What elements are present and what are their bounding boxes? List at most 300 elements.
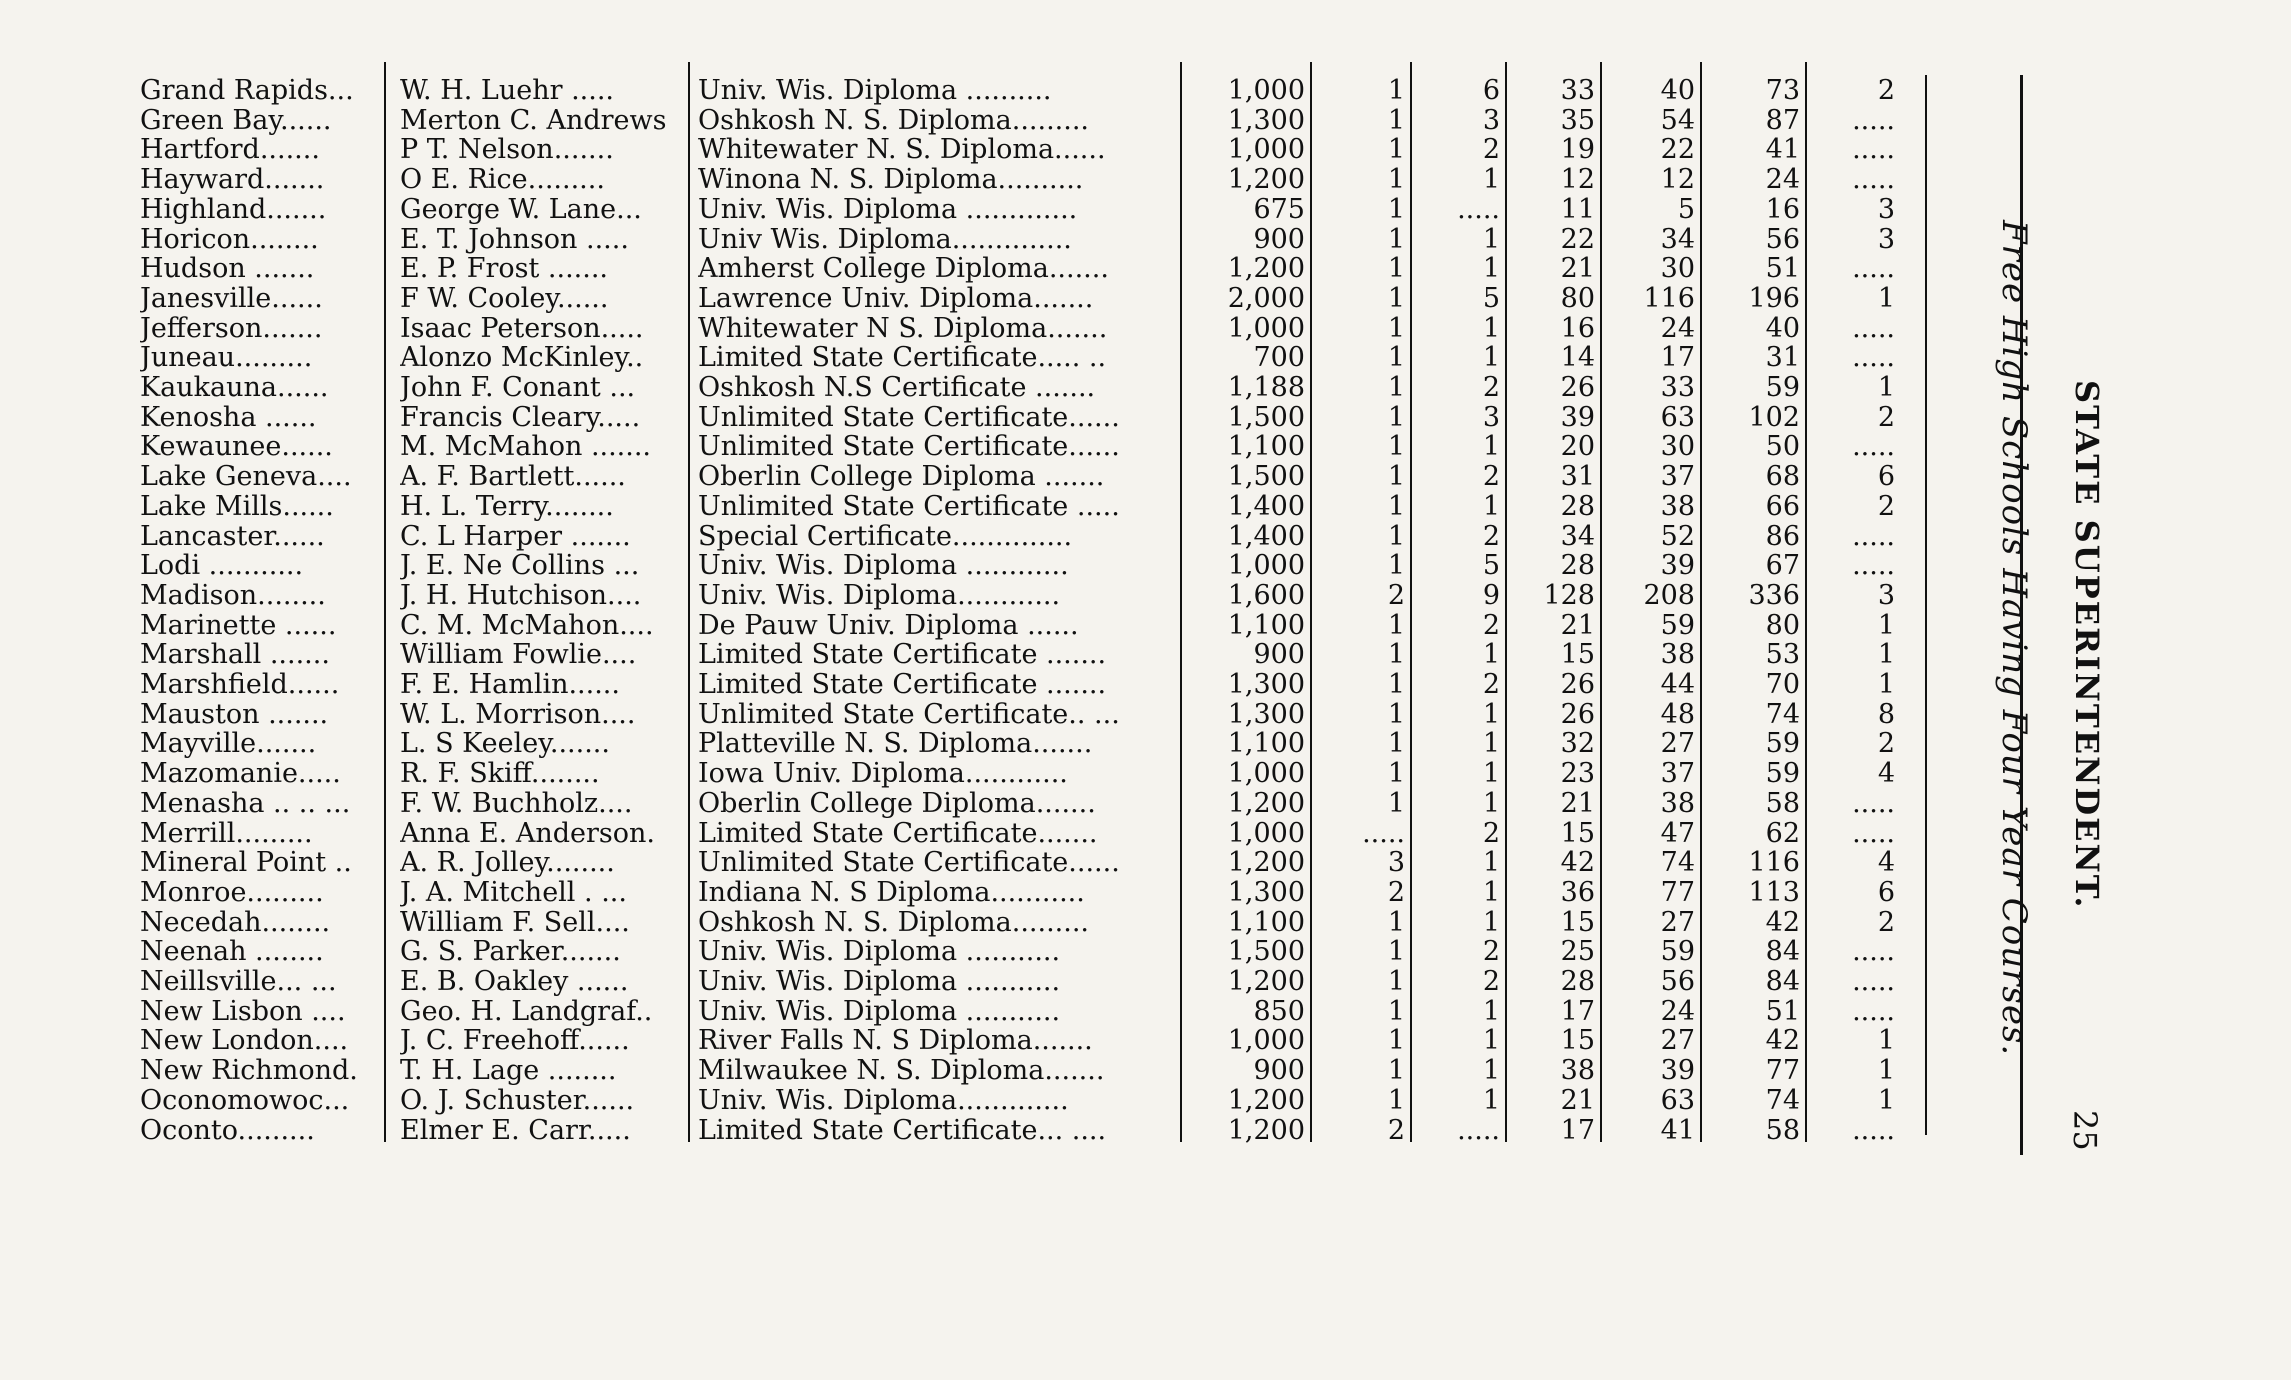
column-rule-c5: [1805, 62, 1807, 1142]
town-cell: Lancaster......: [140, 521, 325, 551]
principal-cell: M. McMahon .......: [400, 432, 652, 462]
count-col-1-cell: 2: [1387, 1115, 1405, 1145]
salary-cell: 1,188: [1227, 373, 1305, 402]
count-col-1-cell: 1: [1387, 937, 1405, 967]
principal-cell: J. C. Freehoff......: [400, 1026, 630, 1056]
table-row: [0, 165, 1900, 194]
count-col-5-cell: 42: [1765, 1026, 1800, 1056]
count-col-5-cell: 86: [1765, 521, 1800, 551]
count-col-5-cell: 102: [1748, 402, 1800, 432]
count-col-4-cell: 44: [1660, 670, 1695, 699]
count-col-5-cell: 31: [1765, 343, 1800, 373]
count-col-5-cell: 56: [1765, 224, 1800, 254]
salary-cell: 1,500: [1227, 402, 1305, 432]
count-col-1-cell: 1: [1387, 283, 1405, 313]
qualification-cell: Milwaukee N. S. Diploma.......: [698, 1056, 1105, 1086]
count-col-4-cell: 48: [1660, 699, 1695, 729]
count-col-1-cell: 1: [1387, 759, 1405, 789]
count-col-5-cell: 53: [1765, 640, 1800, 670]
principal-cell: J. H. Hutchison....: [400, 580, 642, 610]
salary-cell: 1,300: [1227, 877, 1305, 907]
table-row: [0, 403, 1900, 432]
count-col-3-cell: 25: [1560, 937, 1595, 967]
count-col-4-cell: 37: [1660, 759, 1695, 789]
count-col-3-cell: 26: [1560, 373, 1595, 402]
qualification-cell: Iowa Univ. Diploma............: [698, 759, 1068, 789]
salary-cell: 1,000: [1227, 551, 1305, 581]
qualification-cell: Univ. Wis. Diploma ...........: [698, 967, 1061, 996]
count-col-4-cell: 59: [1660, 937, 1695, 967]
count-col-4-cell: 24: [1660, 313, 1695, 343]
count-col-4-cell: 27: [1660, 1026, 1695, 1056]
count-col-6-cell: .....: [1852, 254, 1895, 284]
count-col-2-cell: 1: [1482, 759, 1500, 789]
qualification-cell: Amherst College Diploma.......: [698, 254, 1109, 284]
salary-cell: 1,000: [1227, 135, 1305, 165]
salary-cell: 1,200: [1227, 254, 1305, 284]
count-col-6-cell: 4: [1877, 759, 1895, 789]
count-col-5-cell: 24: [1765, 165, 1800, 195]
salary-cell: 1,100: [1227, 729, 1305, 759]
count-col-5-cell: 87: [1765, 105, 1800, 135]
count-col-1-cell: 1: [1387, 699, 1405, 729]
count-col-3-cell: 28: [1560, 967, 1595, 996]
table-row: [0, 492, 1900, 521]
count-col-1-cell: 1: [1387, 105, 1405, 135]
salary-cell: 2,000: [1227, 283, 1305, 313]
principal-cell: R. F. Skiff........: [400, 759, 600, 789]
salary-cell: 1,500: [1227, 462, 1305, 492]
count-col-2-cell: 9: [1482, 580, 1500, 610]
count-col-6-cell: 1: [1877, 1056, 1895, 1086]
count-col-4-cell: 63: [1660, 402, 1695, 432]
count-col-2-cell: 3: [1482, 402, 1500, 432]
count-col-1-cell: 1: [1387, 343, 1405, 373]
town-cell: Lodi ...........: [140, 551, 304, 581]
count-col-1-cell: 1: [1387, 1026, 1405, 1056]
column-rule-c1: [1410, 62, 1412, 1142]
salary-cell: 1,000: [1227, 313, 1305, 343]
count-col-1-cell: 1: [1387, 521, 1405, 551]
count-col-4-cell: 39: [1660, 1056, 1695, 1086]
count-col-1-cell: 1: [1387, 1085, 1405, 1115]
count-col-1-cell: 1: [1387, 996, 1405, 1026]
salary-cell: 1,000: [1227, 818, 1305, 848]
town-cell: Neillsville... ...: [140, 967, 337, 996]
principal-cell: George W. Lane...: [400, 194, 642, 224]
qualification-cell: Platteville N. S. Diploma.......: [698, 729, 1093, 759]
count-col-5-cell: 59: [1765, 729, 1800, 759]
table-row: [0, 1026, 1900, 1055]
table-row: [0, 551, 1900, 580]
principal-cell: E. P. Frost .......: [400, 254, 608, 284]
count-col-2-cell: 2: [1482, 135, 1500, 165]
qualification-cell: Unlimited State Certificate......: [698, 402, 1120, 432]
salary-cell: 1,000: [1227, 1026, 1305, 1056]
salary-cell: 1,100: [1227, 907, 1305, 937]
table-row: [0, 759, 1900, 788]
count-col-5-cell: 77: [1765, 1056, 1800, 1086]
principal-cell: W. H. Luehr .....: [400, 76, 614, 105]
salary-cell: 1,200: [1227, 848, 1305, 878]
qualification-cell: Unlimited State Certificate......: [698, 432, 1120, 462]
count-col-2-cell: 2: [1482, 521, 1500, 551]
principal-cell: E. B. Oakley ......: [400, 967, 629, 996]
count-col-2-cell: 1: [1482, 640, 1500, 670]
qualification-cell: Whitewater N. S. Diploma......: [698, 135, 1106, 165]
town-cell: Kenosha ......: [140, 402, 317, 432]
count-col-6-cell: 1: [1877, 1026, 1895, 1056]
principal-cell: Francis Cleary.....: [400, 402, 641, 432]
count-col-1-cell: 1: [1387, 462, 1405, 492]
qualification-cell: Univ. Wis. Diploma ...........: [698, 937, 1061, 967]
column-rule-c2: [1505, 62, 1507, 1142]
count-col-6-cell: 1: [1877, 283, 1895, 313]
town-cell: Hartford.......: [140, 135, 320, 165]
count-col-3-cell: 35: [1560, 105, 1595, 135]
count-col-2-cell: 1: [1482, 165, 1500, 195]
principal-cell: William F. Sell....: [400, 907, 630, 937]
count-col-1-cell: 1: [1387, 135, 1405, 165]
count-col-6-cell: .....: [1852, 165, 1895, 195]
count-col-1-cell: 1: [1387, 491, 1405, 521]
salary-cell: 1,300: [1227, 105, 1305, 135]
count-col-6-cell: .....: [1852, 818, 1895, 848]
count-col-4-cell: 37: [1660, 462, 1695, 492]
count-col-5-cell: 73: [1765, 76, 1800, 105]
count-col-3-cell: 21: [1560, 788, 1595, 818]
qualification-cell: Limited State Certificate.......: [698, 818, 1098, 848]
count-col-5-cell: 80: [1765, 610, 1800, 640]
table-row: [0, 729, 1900, 758]
principal-cell: F. E. Hamlin......: [400, 670, 620, 699]
count-col-4-cell: 116: [1643, 283, 1695, 313]
count-col-4-cell: 52: [1660, 521, 1695, 551]
table-row: [0, 640, 1900, 669]
salary-cell: 1,400: [1227, 521, 1305, 551]
town-cell: Mazomanie.....: [140, 759, 341, 789]
count-col-1-cell: 1: [1387, 729, 1405, 759]
count-col-3-cell: 21: [1560, 1085, 1595, 1115]
count-col-3-cell: 17: [1560, 996, 1595, 1026]
table-row: [0, 195, 1900, 224]
qualification-cell: Limited State Certificate..... ..: [698, 343, 1107, 373]
count-col-2-cell: 1: [1482, 432, 1500, 462]
count-col-1-cell: 1: [1387, 907, 1405, 937]
table-row: [0, 254, 1900, 283]
count-col-4-cell: 208: [1643, 580, 1695, 610]
count-col-5-cell: 67: [1765, 551, 1800, 581]
count-col-3-cell: 36: [1560, 877, 1595, 907]
principal-cell: William Fowlie....: [400, 640, 637, 670]
count-col-1-cell: 1: [1387, 373, 1405, 402]
count-col-4-cell: 12: [1660, 165, 1695, 195]
qualification-cell: Limited State Certificate .......: [698, 640, 1107, 670]
count-col-3-cell: 38: [1560, 1056, 1595, 1086]
count-col-2-cell: 1: [1482, 1085, 1500, 1115]
count-col-5-cell: 40: [1765, 313, 1800, 343]
count-col-4-cell: 54: [1660, 105, 1695, 135]
principal-cell: A. R. Jolley........: [400, 848, 615, 878]
salary-cell: 900: [1253, 1056, 1305, 1086]
table-row: [0, 76, 1900, 105]
count-col-5-cell: 70: [1765, 670, 1800, 699]
town-cell: Grand Rapids...: [140, 76, 354, 105]
count-col-1-cell: 1: [1387, 165, 1405, 195]
principal-cell: Isaac Peterson.....: [400, 313, 644, 343]
count-col-6-cell: .....: [1852, 105, 1895, 135]
count-col-3-cell: 22: [1560, 224, 1595, 254]
principal-cell: P T. Nelson.......: [400, 135, 614, 165]
town-cell: Kewaunee......: [140, 432, 333, 462]
town-cell: Oconto.........: [140, 1115, 315, 1145]
count-col-1-cell: .....: [1362, 818, 1405, 848]
count-col-5-cell: 336: [1748, 580, 1800, 610]
count-col-2-cell: 2: [1482, 610, 1500, 640]
principal-cell: W. L. Morrison....: [400, 699, 636, 729]
count-col-2-cell: 1: [1482, 907, 1500, 937]
count-col-1-cell: 1: [1387, 313, 1405, 343]
count-col-3-cell: 42: [1560, 848, 1595, 878]
town-cell: Lake Geneva....: [140, 462, 352, 492]
count-col-3-cell: 15: [1560, 1026, 1595, 1056]
count-col-6-cell: .....: [1852, 996, 1895, 1026]
qualification-cell: Special Certificate..............: [698, 521, 1073, 551]
count-col-2-cell: 1: [1482, 848, 1500, 878]
table-row: [0, 1056, 1900, 1085]
principal-cell: E. T. Johnson .....: [400, 224, 629, 254]
principal-cell: A. F. Bartlett......: [400, 462, 626, 492]
count-col-3-cell: 33: [1560, 76, 1595, 105]
principal-cell: F W. Cooley......: [400, 283, 609, 313]
salary-cell: 900: [1253, 640, 1305, 670]
town-cell: Merrill.........: [140, 818, 313, 848]
qualification-cell: Univ Wis. Diploma..............: [698, 224, 1072, 254]
table-row: [0, 462, 1900, 491]
table-row: [0, 878, 1900, 907]
count-col-6-cell: 1: [1877, 670, 1895, 699]
count-col-5-cell: 74: [1765, 1085, 1800, 1115]
count-col-5-cell: 74: [1765, 699, 1800, 729]
count-col-5-cell: 58: [1765, 1115, 1800, 1145]
count-col-1-cell: 1: [1387, 194, 1405, 224]
salary-cell: 700: [1253, 343, 1305, 373]
count-col-6-cell: 1: [1877, 610, 1895, 640]
principal-cell: Anna E. Anderson.: [400, 818, 655, 848]
count-col-4-cell: 77: [1660, 877, 1695, 907]
salary-cell: 1,200: [1227, 1085, 1305, 1115]
count-col-3-cell: 28: [1560, 551, 1595, 581]
count-col-6-cell: 1: [1877, 640, 1895, 670]
salary-cell: 1,200: [1227, 165, 1305, 195]
table-row: [0, 343, 1900, 372]
principal-cell: J. E. Ne Collins ...: [400, 551, 640, 581]
count-col-2-cell: 5: [1482, 551, 1500, 581]
count-col-2-cell: 1: [1482, 1026, 1500, 1056]
principal-cell: H. L. Terry........: [400, 491, 614, 521]
count-col-2-cell: 1: [1482, 491, 1500, 521]
count-col-4-cell: 38: [1660, 788, 1695, 818]
count-col-5-cell: 84: [1765, 937, 1800, 967]
principal-cell: L. S Keeley.......: [400, 729, 610, 759]
count-col-5-cell: 16: [1765, 194, 1800, 224]
count-col-3-cell: 31: [1560, 462, 1595, 492]
principal-cell: J. A. Mitchell . ...: [400, 877, 627, 907]
town-cell: Highland.......: [140, 194, 327, 224]
town-cell: Marshall .......: [140, 640, 330, 670]
table-row: [0, 373, 1900, 402]
column-rule-c3: [1600, 62, 1602, 1142]
count-col-5-cell: 51: [1765, 254, 1800, 284]
count-col-2-cell: 2: [1482, 670, 1500, 699]
count-col-5-cell: 196: [1748, 283, 1800, 313]
qualification-cell: Limited State Certificate... ....: [698, 1115, 1107, 1145]
count-col-1-cell: 1: [1387, 610, 1405, 640]
count-col-6-cell: .....: [1852, 135, 1895, 165]
column-rule-c4: [1700, 62, 1702, 1142]
count-col-4-cell: 17: [1660, 343, 1695, 373]
count-col-6-cell: 2: [1877, 729, 1895, 759]
qualification-cell: Indiana N. S Diploma...........: [698, 877, 1085, 907]
salary-cell: 1,500: [1227, 937, 1305, 967]
town-cell: Hayward.......: [140, 165, 325, 195]
count-col-3-cell: 34: [1560, 521, 1595, 551]
qualification-cell: River Falls N. S Diploma.......: [698, 1026, 1093, 1056]
count-col-1-cell: 1: [1387, 640, 1405, 670]
table-row: [0, 819, 1900, 848]
count-col-2-cell: 2: [1482, 373, 1500, 402]
count-col-6-cell: 6: [1877, 462, 1895, 492]
count-col-3-cell: 32: [1560, 729, 1595, 759]
town-cell: Juneau.........: [140, 343, 313, 373]
qualification-cell: Whitewater N S. Diploma.......: [698, 313, 1108, 343]
count-col-3-cell: 23: [1560, 759, 1595, 789]
count-col-5-cell: 59: [1765, 373, 1800, 402]
count-col-3-cell: 26: [1560, 670, 1595, 699]
count-col-2-cell: 2: [1482, 937, 1500, 967]
count-col-6-cell: .....: [1852, 937, 1895, 967]
count-col-2-cell: .....: [1457, 1115, 1500, 1145]
salary-cell: 850: [1253, 996, 1305, 1026]
qualification-cell: Lawrence Univ. Diploma.......: [698, 283, 1094, 313]
table-row: [0, 135, 1900, 164]
qualification-cell: Univ. Wis. Diploma ............: [698, 551, 1069, 581]
table-row: [0, 1086, 1900, 1115]
town-cell: Horicon........: [140, 224, 319, 254]
town-cell: Green Bay......: [140, 105, 332, 135]
count-col-6-cell: 2: [1877, 491, 1895, 521]
count-col-6-cell: 3: [1877, 194, 1895, 224]
town-cell: Marinette ......: [140, 610, 337, 640]
salary-cell: 1,300: [1227, 699, 1305, 729]
qualification-cell: Oshkosh N. S. Diploma.........: [698, 907, 1089, 937]
salary-cell: 1,100: [1227, 610, 1305, 640]
town-cell: Jefferson.......: [140, 313, 323, 343]
count-col-6-cell: 4: [1877, 848, 1895, 878]
count-col-3-cell: 21: [1560, 254, 1595, 284]
count-col-4-cell: 5: [1677, 194, 1695, 224]
count-col-2-cell: 1: [1482, 699, 1500, 729]
table-row: [0, 908, 1900, 937]
salary-cell: 1,300: [1227, 670, 1305, 699]
table-row: [0, 611, 1900, 640]
count-col-5-cell: 50: [1765, 432, 1800, 462]
table-row: [0, 789, 1900, 818]
count-col-6-cell: .....: [1852, 788, 1895, 818]
table-row: [0, 314, 1900, 343]
table-row: [0, 284, 1900, 313]
column-rule-principal: [688, 62, 690, 1142]
count-col-2-cell: 1: [1482, 313, 1500, 343]
principal-cell: F. W. Buchholz....: [400, 788, 633, 818]
town-cell: Marshfield......: [140, 670, 340, 699]
count-col-3-cell: 15: [1560, 818, 1595, 848]
qualification-cell: Limited State Certificate .......: [698, 670, 1107, 699]
town-cell: Mauston .......: [140, 699, 329, 729]
salary-cell: 1,100: [1227, 432, 1305, 462]
table-row: [0, 937, 1900, 966]
count-col-2-cell: 6: [1482, 76, 1500, 105]
salary-cell: 1,000: [1227, 76, 1305, 105]
count-col-5-cell: 66: [1765, 491, 1800, 521]
count-col-4-cell: 38: [1660, 491, 1695, 521]
count-col-6-cell: 3: [1877, 224, 1895, 254]
principal-cell: T. H. Lage ........: [400, 1056, 617, 1086]
qualification-cell: Oberlin College Diploma.......: [698, 788, 1096, 818]
count-col-1-cell: 1: [1387, 967, 1405, 996]
town-cell: Janesville......: [140, 283, 323, 313]
town-cell: Hudson .......: [140, 254, 315, 284]
count-col-1-cell: 1: [1387, 670, 1405, 699]
count-col-5-cell: 68: [1765, 462, 1800, 492]
salary-cell: 1,200: [1227, 967, 1305, 996]
count-col-2-cell: 1: [1482, 343, 1500, 373]
count-col-4-cell: 40: [1660, 76, 1695, 105]
qualification-cell: Unlimited State Certificate......: [698, 848, 1120, 878]
table-row: [0, 1116, 1900, 1145]
salary-cell: 1,000: [1227, 759, 1305, 789]
count-col-4-cell: 33: [1660, 373, 1695, 402]
principal-cell: G. S. Parker.......: [400, 937, 621, 967]
principal-cell: Merton C. Andrews: [400, 105, 667, 135]
count-col-6-cell: .....: [1852, 432, 1895, 462]
salary-cell: 675: [1253, 194, 1305, 224]
salary-cell: 1,200: [1227, 788, 1305, 818]
table-row: [0, 225, 1900, 254]
count-col-1-cell: 3: [1387, 848, 1405, 878]
count-col-2-cell: 1: [1482, 224, 1500, 254]
count-col-2-cell: 5: [1482, 283, 1500, 313]
count-col-4-cell: 34: [1660, 224, 1695, 254]
count-col-4-cell: 74: [1660, 848, 1695, 878]
count-col-2-cell: 2: [1482, 818, 1500, 848]
count-col-6-cell: 2: [1877, 402, 1895, 432]
count-col-3-cell: 11: [1560, 194, 1595, 224]
count-col-4-cell: 47: [1660, 818, 1695, 848]
count-col-6-cell: 3: [1877, 580, 1895, 610]
table-row: [0, 522, 1900, 551]
town-cell: Menasha .. .. ...: [140, 788, 351, 818]
count-col-5-cell: 42: [1765, 907, 1800, 937]
qualification-cell: Oberlin College Diploma .......: [698, 462, 1105, 492]
town-cell: Monroe.........: [140, 877, 324, 907]
side-title: Free High Schools Having Four Year Courses.: [1994, 220, 2034, 1057]
count-col-1-cell: 1: [1387, 1056, 1405, 1086]
count-col-6-cell: 2: [1877, 76, 1895, 105]
count-col-3-cell: 12: [1560, 165, 1595, 195]
count-col-2-cell: 2: [1482, 967, 1500, 996]
count-col-1-cell: 1: [1387, 254, 1405, 284]
